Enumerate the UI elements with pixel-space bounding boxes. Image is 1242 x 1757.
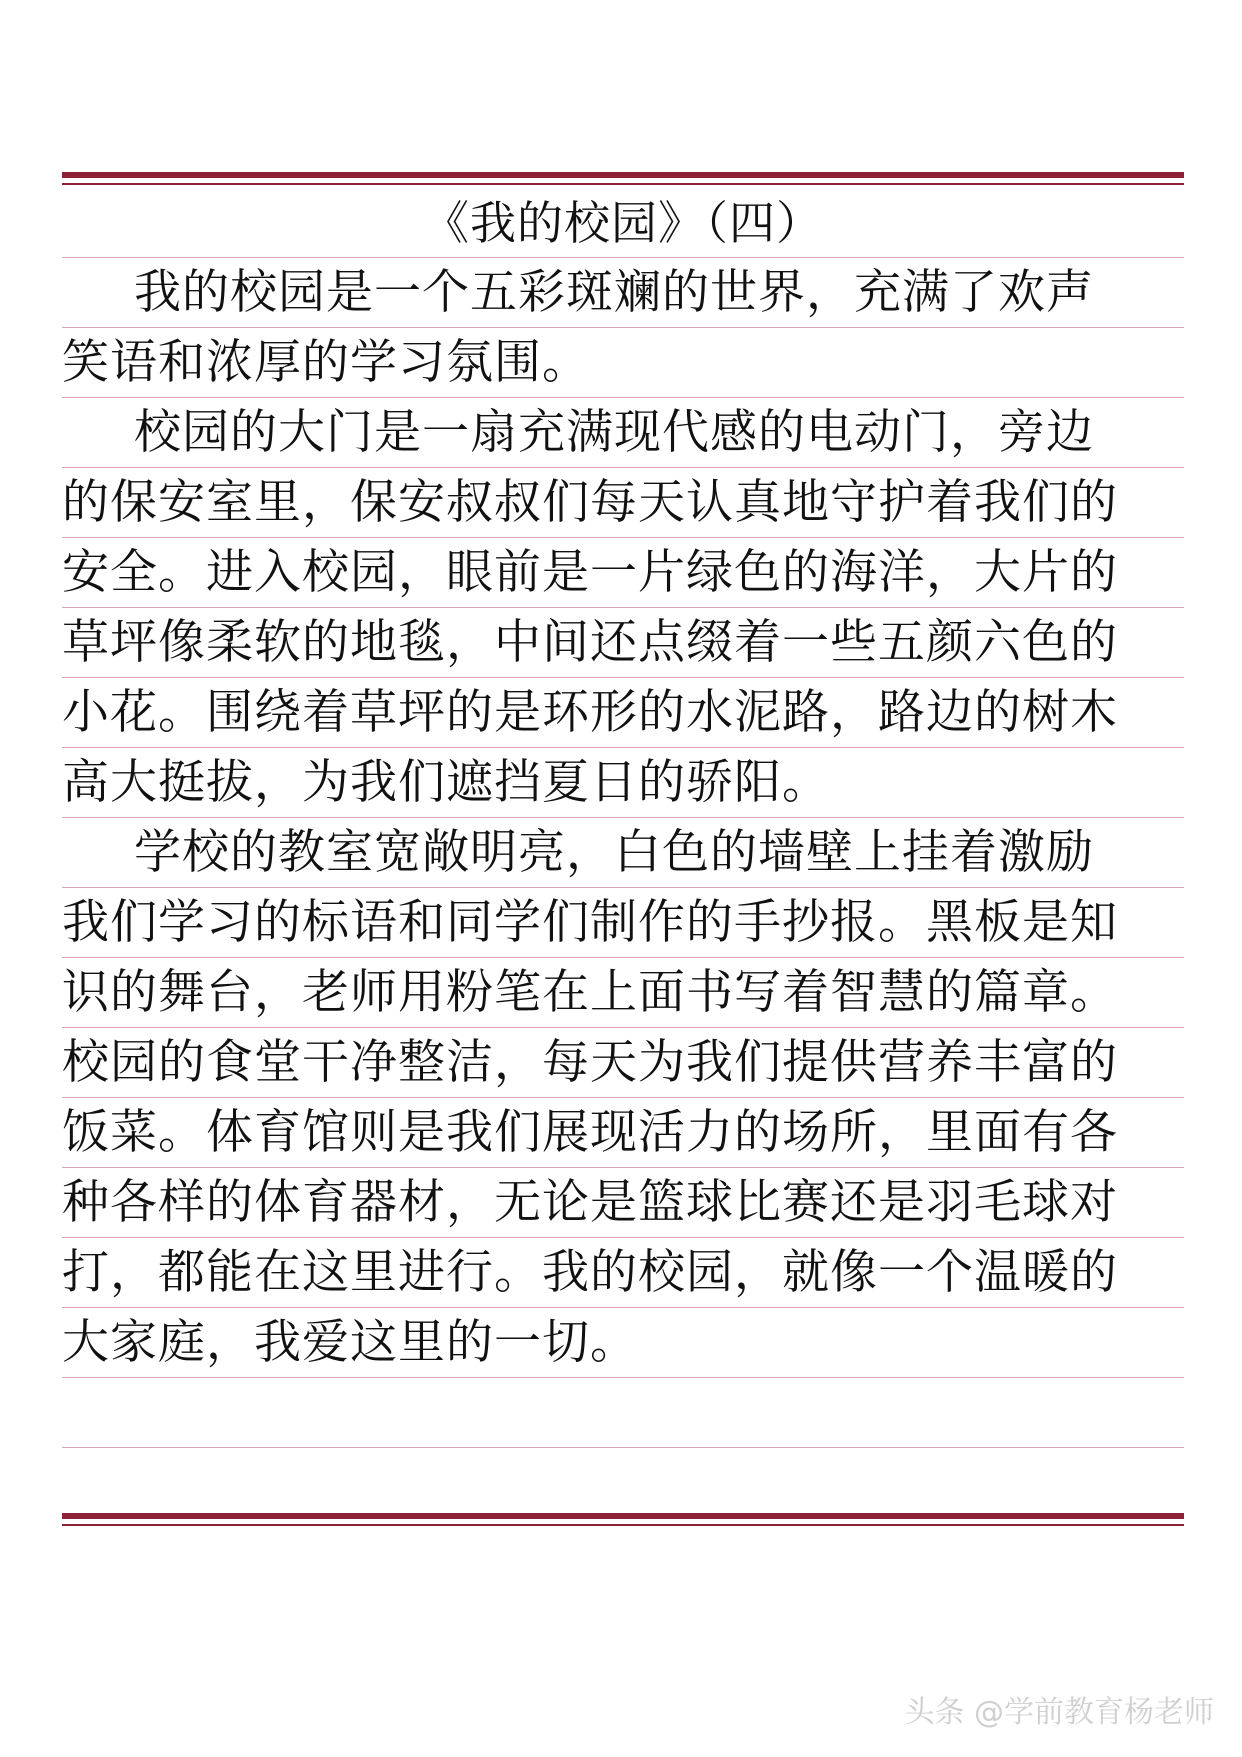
paragraph-line: 识的舞台，老师用粉笔在上面书写着智慧的篇章。 bbox=[62, 958, 1184, 1028]
paragraph-line: 我们学习的标语和同学们制作的手抄报。黑板是知 bbox=[62, 888, 1184, 958]
paragraph-line: 高大挺拔，为我们遮挡夏日的骄阳。 bbox=[62, 748, 1184, 818]
paragraph-line: 草坪像柔软的地毯，中间还点缀着一些五颜六色的 bbox=[62, 608, 1184, 678]
paragraph-line: 安全。进入校园，眼前是一片绿色的海洋，大片的 bbox=[62, 538, 1184, 608]
document-title: 《我的校园》（四） bbox=[62, 188, 1184, 258]
watermark: 头条 @学前教育杨老师 bbox=[904, 1695, 1214, 1730]
paragraph-line: 笑语和浓厚的学习氛围。 bbox=[62, 328, 1184, 398]
paragraph-line: 校园的食堂干净整洁，每天为我们提供营养丰富的 bbox=[62, 1028, 1184, 1098]
paragraph-line: 校园的大门是一扇充满现代感的电动门，旁边 bbox=[62, 398, 1184, 468]
paragraph-line: 的保安室里，保安叔叔们每天认真地守护着我们的 bbox=[62, 468, 1184, 538]
top-rule-thick bbox=[62, 172, 1184, 178]
top-rule-thin bbox=[62, 183, 1184, 185]
paragraph-line: 小花。围绕着草坪的是环形的水泥路，路边的树木 bbox=[62, 678, 1184, 748]
paragraph-line: 种各样的体育器材，无论是篮球比赛还是羽毛球对 bbox=[62, 1168, 1184, 1238]
paragraph-line: 大家庭，我爱这里的一切。 bbox=[62, 1308, 1184, 1378]
paragraph-line: 学校的教室宽敞明亮，白色的墙壁上挂着激励 bbox=[62, 818, 1184, 888]
bottom-rule-thin bbox=[62, 1524, 1184, 1526]
paragraph-line: 我的校园是一个五彩斑斓的世界，充满了欢声 bbox=[62, 258, 1184, 328]
bottom-rule-thick bbox=[62, 1513, 1184, 1519]
paragraph-line: 打，都能在这里进行。我的校园，就像一个温暖的 bbox=[62, 1238, 1184, 1308]
empty-guide-line bbox=[62, 1378, 1184, 1448]
paragraph-line: 饭菜。体育馆则是我们展现活力的场所，里面有各 bbox=[62, 1098, 1184, 1168]
